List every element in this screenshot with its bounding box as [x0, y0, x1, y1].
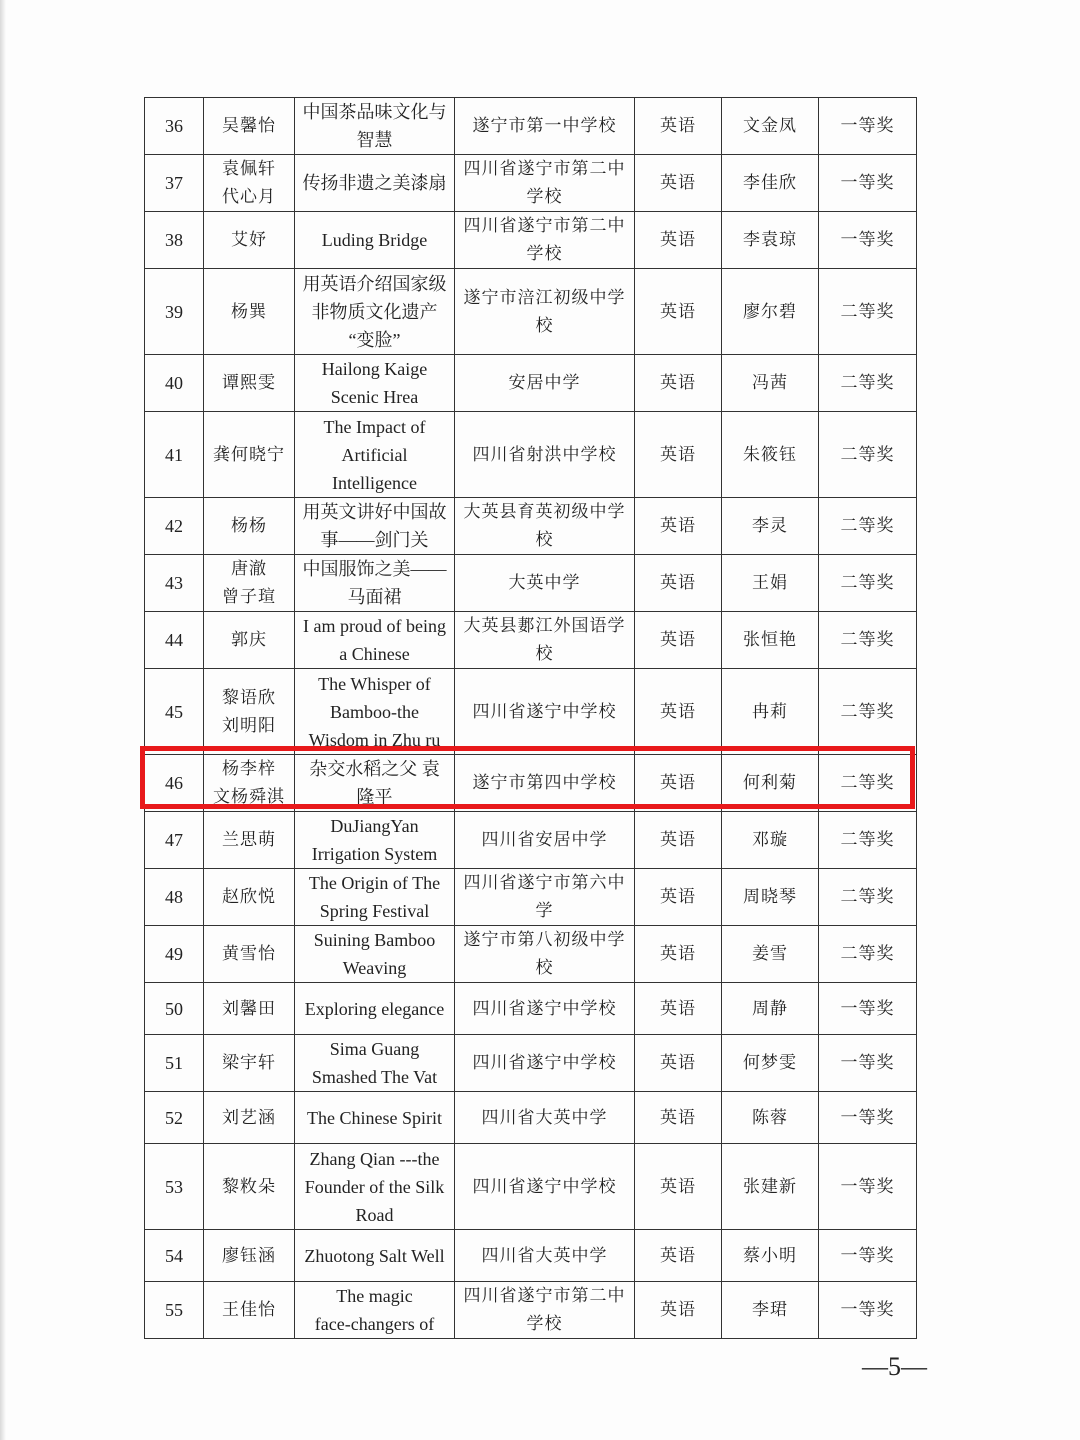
work-title-cell	[295, 98, 455, 155]
table-row	[145, 869, 917, 926]
student-names-cell	[204, 555, 295, 612]
row-number-cell: 50	[145, 983, 204, 1035]
student-names-line: 杨李梓	[222, 759, 276, 779]
language-cell: 英语	[635, 212, 722, 269]
row-number-cell: 49	[145, 926, 204, 983]
work-title-line: Spring Festival	[319, 901, 430, 921]
work-title-line: The Impact of	[323, 416, 426, 437]
school-name-cell	[455, 1092, 635, 1144]
student-names-cell	[204, 926, 295, 983]
work-title-line: The Chinese Spirit	[307, 1107, 442, 1128]
school-name-cell	[455, 1282, 635, 1339]
language-cell: 英语	[635, 412, 722, 498]
student-names-line: 龚何晓宁	[213, 444, 285, 465]
student-names-cell	[204, 155, 295, 212]
language-cell: 英语	[635, 1144, 722, 1230]
table-row	[145, 212, 917, 269]
student-names-cell	[204, 98, 295, 155]
language-cell: 英语	[635, 812, 722, 869]
work-title-line: Road	[355, 1204, 394, 1225]
student-names-line: 杨巽	[231, 301, 267, 322]
language-cell: 英语	[635, 612, 722, 669]
school-name-line: 遂宁市第四中学校	[472, 773, 617, 793]
work-title-cell	[295, 926, 455, 983]
work-title-cell	[295, 755, 455, 812]
work-title-line: 智慧	[356, 130, 393, 150]
school-name-cell	[455, 98, 635, 155]
student-names-line: 王佳怡	[222, 1300, 276, 1320]
language-cell: 英语	[635, 98, 722, 155]
student-names-line: 杨杨	[231, 516, 267, 536]
language-cell: 英语	[635, 1282, 722, 1339]
teacher-name-cell: 张建新	[722, 1144, 819, 1230]
school-name-line: 四川省遂宁市第二中	[463, 216, 626, 236]
language-cell: 英语	[635, 355, 722, 412]
row-number-cell: 42	[145, 498, 204, 555]
work-title-line: Founder of the Silk	[304, 1176, 445, 1197]
work-title-line: Scenic Hrea	[330, 387, 419, 407]
student-names-line: 文杨舜淇	[213, 787, 285, 807]
table-row	[145, 983, 917, 1035]
award-level-cell: 二等奖	[819, 812, 917, 869]
school-name-line: 遂宁市第一中学校	[472, 116, 617, 136]
teacher-name-cell: 邓璇	[722, 812, 819, 869]
work-title-line: The Whisper of	[318, 673, 431, 694]
row-number-cell: 41	[145, 412, 204, 498]
work-title-line: 事——剑门关	[320, 530, 429, 550]
student-names-cell	[204, 412, 295, 498]
awards-table-body	[145, 98, 917, 1339]
table-row	[145, 412, 917, 498]
work-title-line: Hailong Kaige	[321, 359, 428, 379]
school-name-line: 四川省遂宁中学校	[472, 1176, 617, 1197]
work-title-line: 马面裙	[347, 587, 402, 607]
student-names-cell	[204, 355, 295, 412]
teacher-name-cell: 李珺	[722, 1282, 819, 1339]
teacher-name-cell: 周静	[722, 983, 819, 1035]
school-name-cell	[455, 155, 635, 212]
work-title-line: 用英文讲好中国故	[302, 502, 447, 522]
school-name-cell	[455, 269, 635, 355]
row-number-cell: 38	[145, 212, 204, 269]
school-name-line: 四川省遂宁中学校	[472, 1053, 617, 1073]
student-names-line: 赵欣悦	[222, 887, 276, 907]
work-title-cell	[295, 812, 455, 869]
award-level-cell: 一等奖	[819, 1035, 917, 1092]
award-level-cell: 一等奖	[819, 1144, 917, 1230]
row-number-cell: 37	[145, 155, 204, 212]
school-name-line: 校	[535, 315, 554, 336]
school-name-line: 四川省遂宁市第二中	[463, 1286, 626, 1306]
work-title-cell	[295, 1035, 455, 1092]
work-title-cell	[295, 669, 455, 755]
student-names-line: 谭熙雯	[222, 373, 276, 393]
school-name-cell	[455, 669, 635, 755]
student-names-line: 廖钰涵	[222, 1245, 276, 1266]
school-name-line: 大英县育英初级中学	[463, 502, 626, 522]
school-name-line: 安居中学	[508, 373, 581, 393]
row-number-cell: 54	[145, 1230, 204, 1282]
language-cell: 英语	[635, 869, 722, 926]
work-title-line: 非物质文化遗产	[311, 301, 438, 322]
award-level-cell: 二等奖	[819, 755, 917, 812]
table-row	[145, 98, 917, 155]
page-number: —5—	[862, 1352, 927, 1381]
table-row	[145, 1282, 917, 1339]
award-level-cell: 一等奖	[819, 212, 917, 269]
row-number-cell: 44	[145, 612, 204, 669]
teacher-name-cell: 冉莉	[722, 669, 819, 755]
work-title-line: Luding Bridge	[321, 230, 428, 250]
work-title-cell	[295, 869, 455, 926]
table-row	[145, 555, 917, 612]
school-name-line: 学	[535, 901, 554, 921]
school-name-cell	[455, 1035, 635, 1092]
school-name-line: 学校	[526, 244, 563, 264]
work-title-cell	[295, 1144, 455, 1230]
work-title-cell	[295, 612, 455, 669]
school-name-cell	[455, 812, 635, 869]
school-name-cell	[455, 1144, 635, 1230]
student-names-line: 曾子瑄	[222, 587, 276, 607]
row-number-cell: 36	[145, 98, 204, 155]
work-title-cell	[295, 412, 455, 498]
language-cell: 英语	[635, 269, 722, 355]
language-cell: 英语	[635, 1035, 722, 1092]
table-row	[145, 498, 917, 555]
row-number-cell: 45	[145, 669, 204, 755]
teacher-name-cell: 何梦雯	[722, 1035, 819, 1092]
school-name-cell	[455, 355, 635, 412]
language-cell: 英语	[635, 755, 722, 812]
school-name-cell	[455, 498, 635, 555]
work-title-line: 用英语介绍国家级	[302, 273, 447, 294]
work-title-cell	[295, 355, 455, 412]
student-names-cell	[204, 269, 295, 355]
student-names-cell	[204, 812, 295, 869]
table-row	[145, 1092, 917, 1144]
award-level-cell: 一等奖	[819, 983, 917, 1035]
work-title-line: Suining Bamboo	[313, 930, 436, 950]
student-names-line: 黎敉朵	[222, 1176, 276, 1197]
work-title-line: Artificial	[341, 444, 408, 465]
row-number-cell: 55	[145, 1282, 204, 1339]
language-cell: 英语	[635, 1092, 722, 1144]
teacher-name-cell: 李灵	[722, 498, 819, 555]
student-names-line: 刘明阳	[222, 715, 276, 736]
table-row	[145, 355, 917, 412]
teacher-name-cell: 王娟	[722, 555, 819, 612]
school-name-cell	[455, 926, 635, 983]
school-name-line: 遂宁市涪江初级中学	[463, 287, 626, 308]
student-names-cell	[204, 212, 295, 269]
award-level-cell: 一等奖	[819, 155, 917, 212]
teacher-name-cell: 张恒艳	[722, 612, 819, 669]
table-row	[145, 1230, 917, 1282]
work-title-cell	[295, 498, 455, 555]
row-number-cell: 47	[145, 812, 204, 869]
student-names-line: 兰思萌	[222, 830, 276, 850]
school-name-line: 四川省大英中学	[481, 1245, 608, 1266]
award-level-cell: 一等奖	[819, 1282, 917, 1339]
table-row	[145, 269, 917, 355]
school-name-line: 校	[535, 958, 554, 978]
award-level-cell: 二等奖	[819, 498, 917, 555]
language-cell: 英语	[635, 983, 722, 1035]
work-title-line: DuJiangYan	[330, 816, 419, 836]
student-names-line: 袁佩轩	[222, 159, 276, 179]
school-name-line: 校	[535, 530, 554, 550]
work-title-line: I am proud of being	[303, 616, 446, 636]
student-names-cell	[204, 1092, 295, 1144]
teacher-name-cell: 蔡小明	[722, 1230, 819, 1282]
work-title-line: 传扬非遗之美漆扇	[302, 173, 447, 193]
language-cell: 英语	[635, 498, 722, 555]
school-name-line: 四川省遂宁市第六中	[463, 873, 626, 893]
school-name-cell	[455, 1230, 635, 1282]
student-names-line: 刘馨田	[222, 998, 276, 1019]
work-title-cell	[295, 155, 455, 212]
school-name-cell	[455, 755, 635, 812]
work-title-line: Bamboo-the	[330, 701, 419, 722]
student-names-cell	[204, 612, 295, 669]
table-row	[145, 755, 917, 812]
student-names-line: 吴馨怡	[222, 116, 276, 136]
row-number-cell: 48	[145, 869, 204, 926]
award-level-cell: 二等奖	[819, 412, 917, 498]
table-row	[145, 669, 917, 755]
work-title-line: face-changers of	[314, 1314, 435, 1334]
language-cell: 英语	[635, 669, 722, 755]
table-row	[145, 812, 917, 869]
school-name-line: 学校	[526, 187, 563, 207]
row-number-cell: 53	[145, 1144, 204, 1230]
student-names-cell	[204, 669, 295, 755]
school-name-line: 四川省遂宁中学校	[472, 998, 617, 1019]
school-name-cell	[455, 412, 635, 498]
award-level-cell: 二等奖	[819, 669, 917, 755]
school-name-line: 四川省大英中学	[481, 1107, 608, 1128]
work-title-line: Wisdom in Zhu ru	[308, 729, 441, 750]
work-title-line: Weaving	[342, 958, 407, 978]
table-row	[145, 926, 917, 983]
school-name-line: 遂宁市第八初级中学	[463, 930, 626, 950]
student-names-cell	[204, 869, 295, 926]
row-number-cell: 43	[145, 555, 204, 612]
school-name-cell	[455, 612, 635, 669]
school-name-line: 学校	[526, 1314, 563, 1334]
teacher-name-cell: 朱筱钰	[722, 412, 819, 498]
work-title-line: Zhang Qian ---the	[309, 1148, 440, 1169]
work-title-line: 中国服饰之美——	[302, 559, 447, 579]
student-names-cell	[204, 498, 295, 555]
school-name-line: 校	[535, 644, 554, 664]
language-cell: 英语	[635, 926, 722, 983]
student-names-cell	[204, 1282, 295, 1339]
work-title-line: 杂交水稻之父 袁	[309, 759, 440, 779]
school-name-line: 四川省遂宁中学校	[472, 701, 617, 722]
work-title-cell	[295, 983, 455, 1035]
teacher-name-cell: 何利菊	[722, 755, 819, 812]
school-name-line: 大英县郪江外国语学	[463, 616, 626, 636]
student-names-cell	[204, 1035, 295, 1092]
row-number-cell: 39	[145, 269, 204, 355]
award-level-cell: 二等奖	[819, 869, 917, 926]
language-cell: 英语	[635, 1230, 722, 1282]
work-title-line: Zhuotong Salt Well	[304, 1245, 445, 1266]
student-names-cell	[204, 755, 295, 812]
student-names-line: 黎语欣	[222, 687, 276, 708]
award-level-cell: 二等奖	[819, 926, 917, 983]
row-number-cell: 51	[145, 1035, 204, 1092]
awards-table	[144, 97, 917, 1339]
work-title-line: Irrigation System	[311, 844, 438, 864]
school-name-cell	[455, 869, 635, 926]
row-number-cell: 40	[145, 355, 204, 412]
work-title-cell	[295, 269, 455, 355]
student-names-line: 梁宇轩	[222, 1053, 276, 1073]
table-row	[145, 1144, 917, 1230]
work-title-line: a Chinese	[339, 644, 410, 664]
award-level-cell: 一等奖	[819, 1092, 917, 1144]
student-names-line: 唐澈	[231, 559, 267, 579]
student-names-cell	[204, 983, 295, 1035]
work-title-line: Sima Guang	[329, 1039, 420, 1059]
teacher-name-cell: 李袁琼	[722, 212, 819, 269]
student-names-line: 艾妤	[231, 230, 267, 250]
language-cell: 英语	[635, 155, 722, 212]
student-names-line: 刘艺涵	[222, 1107, 276, 1128]
work-title-line: The magic	[336, 1286, 413, 1306]
school-name-line: 四川省射洪中学校	[472, 444, 617, 465]
school-name-cell	[455, 555, 635, 612]
teacher-name-cell: 文金凤	[722, 98, 819, 155]
award-level-cell: 二等奖	[819, 355, 917, 412]
student-names-cell	[204, 1144, 295, 1230]
work-title-cell	[295, 1282, 455, 1339]
table-row	[145, 612, 917, 669]
teacher-name-cell: 周晓琴	[722, 869, 819, 926]
work-title-line: 中国茶品味文化与	[302, 102, 447, 122]
teacher-name-cell: 廖尔碧	[722, 269, 819, 355]
school-name-cell	[455, 983, 635, 1035]
teacher-name-cell: 陈蓉	[722, 1092, 819, 1144]
work-title-cell	[295, 555, 455, 612]
teacher-name-cell: 李佳欣	[722, 155, 819, 212]
award-level-cell: 一等奖	[819, 98, 917, 155]
award-level-cell: 二等奖	[819, 555, 917, 612]
teacher-name-cell: 姜雪	[722, 926, 819, 983]
row-number-cell: 52	[145, 1092, 204, 1144]
award-level-cell: 二等奖	[819, 269, 917, 355]
student-names-line: 代心月	[222, 187, 276, 207]
row-number-cell: 46	[145, 755, 204, 812]
school-name-line: 四川省安居中学	[481, 830, 608, 850]
work-title-line: Exploring elegance	[304, 998, 445, 1019]
work-title-cell	[295, 212, 455, 269]
page-edge-shadow	[0, 0, 6, 1440]
student-names-line: 郭庆	[231, 630, 267, 650]
school-name-line: 大英中学	[508, 573, 581, 593]
work-title-line: “变脸”	[348, 329, 401, 350]
student-names-line: 黄雪怡	[222, 944, 276, 964]
award-level-cell: 一等奖	[819, 1230, 917, 1282]
table-row	[145, 1035, 917, 1092]
award-level-cell: 二等奖	[819, 612, 917, 669]
school-name-cell	[455, 212, 635, 269]
table-row	[145, 155, 917, 212]
student-names-cell	[204, 1230, 295, 1282]
language-cell: 英语	[635, 555, 722, 612]
work-title-line: The Origin of The	[308, 873, 441, 893]
school-name-line: 四川省遂宁市第二中	[463, 159, 626, 179]
work-title-cell	[295, 1230, 455, 1282]
work-title-line: Smashed The Vat	[311, 1067, 438, 1087]
teacher-name-cell: 冯茜	[722, 355, 819, 412]
work-title-line: Intelligence	[332, 472, 417, 493]
work-title-line: 隆平	[356, 787, 393, 807]
work-title-cell	[295, 1092, 455, 1144]
